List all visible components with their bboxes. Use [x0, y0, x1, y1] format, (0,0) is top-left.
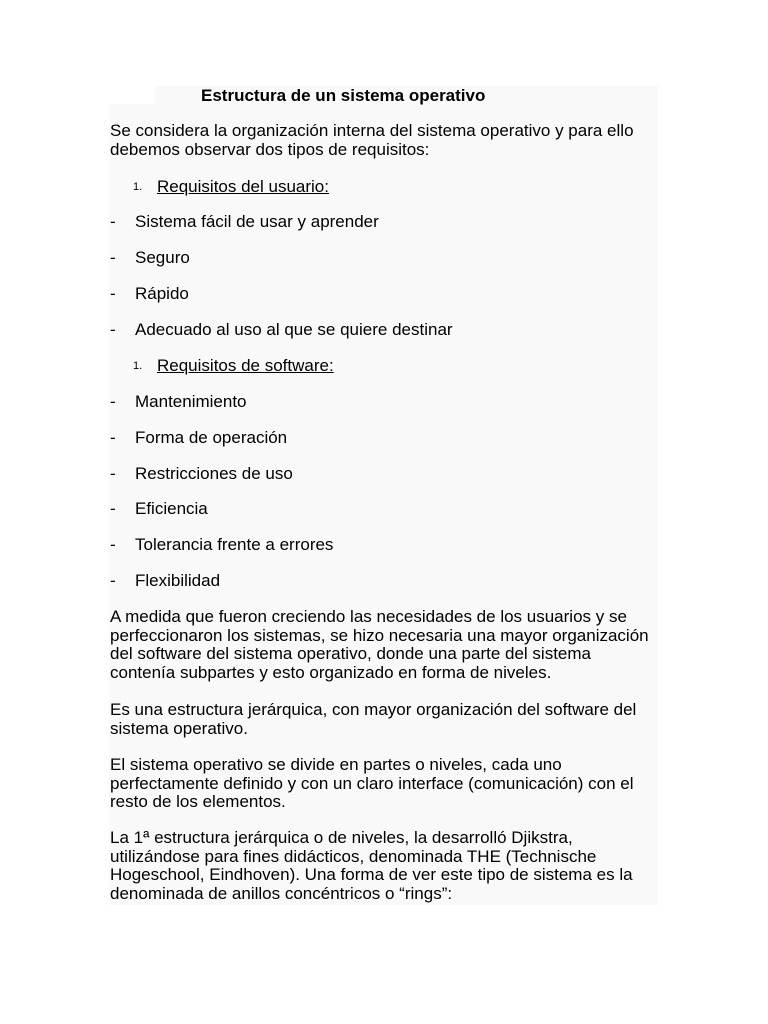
bullet-dash: -	[110, 248, 116, 267]
list-item: Flexibilidad	[135, 571, 221, 590]
section-heading-user: Requisitos del usuario:	[157, 177, 329, 196]
list-item: Forma de operación	[135, 428, 288, 447]
section-number: 1.	[133, 181, 143, 193]
body-paragraph: Es una estructura jerárquica, con mayor organización del software del sistema operativo.	[110, 700, 637, 738]
intro-paragraph: Se considera la organización interna del sistema operativo y para ello debemos observar dos tipos de requisitos:	[110, 121, 634, 159]
list-item: Eficiencia	[135, 499, 208, 518]
section-heading-software: Requisitos de software:	[157, 356, 334, 375]
list-item: Seguro	[135, 248, 190, 267]
list-item: Rápido	[135, 284, 189, 303]
background-notch	[109, 86, 155, 104]
list-item: Tolerancia frente a errores	[135, 535, 334, 554]
bullet-dash: -	[110, 499, 116, 518]
bullet-dash: -	[110, 464, 116, 483]
list-item: Mantenimiento	[135, 392, 247, 411]
bullet-dash: -	[110, 428, 116, 447]
body-paragraph: La 1ª estructura jerárquica o de niveles, la desarrolló Djikstra, utilizándose para fines didácticos, denominada THE (Technische Hogeschool, Eindhoven). Una forma de ver este tipo de sistema es la denominada de anillos concéntricos o “rings”:	[110, 828, 633, 903]
bullet-dash: -	[110, 284, 116, 303]
list-item: Adecuado al uso al que se quiere destinar	[135, 320, 453, 339]
body-paragraph: A medida que fueron creciendo las necesidades de los usuarios y se perfeccionaron los sistemas, se hizo necesaria una mayor organización del software del sistema operativo, donde una parte del sistema contenía subpartes y esto organizado en forma de niveles.	[110, 607, 649, 682]
bullet-dash: -	[110, 212, 116, 231]
document-title: Estructura de un sistema operativo	[201, 86, 486, 105]
bullet-dash: -	[110, 320, 116, 339]
bullet-dash: -	[110, 392, 116, 411]
bullet-dash: -	[110, 571, 116, 590]
section-number: 1.	[133, 360, 143, 372]
list-item: Sistema fácil de usar y aprender	[135, 212, 379, 231]
bullet-dash: -	[110, 535, 116, 554]
body-paragraph: El sistema operativo se divide en partes o niveles, cada uno perfectamente definido y con un claro interface (comunicación) con el resto de los elementos.	[110, 755, 634, 811]
list-item: Restricciones de uso	[135, 464, 293, 483]
